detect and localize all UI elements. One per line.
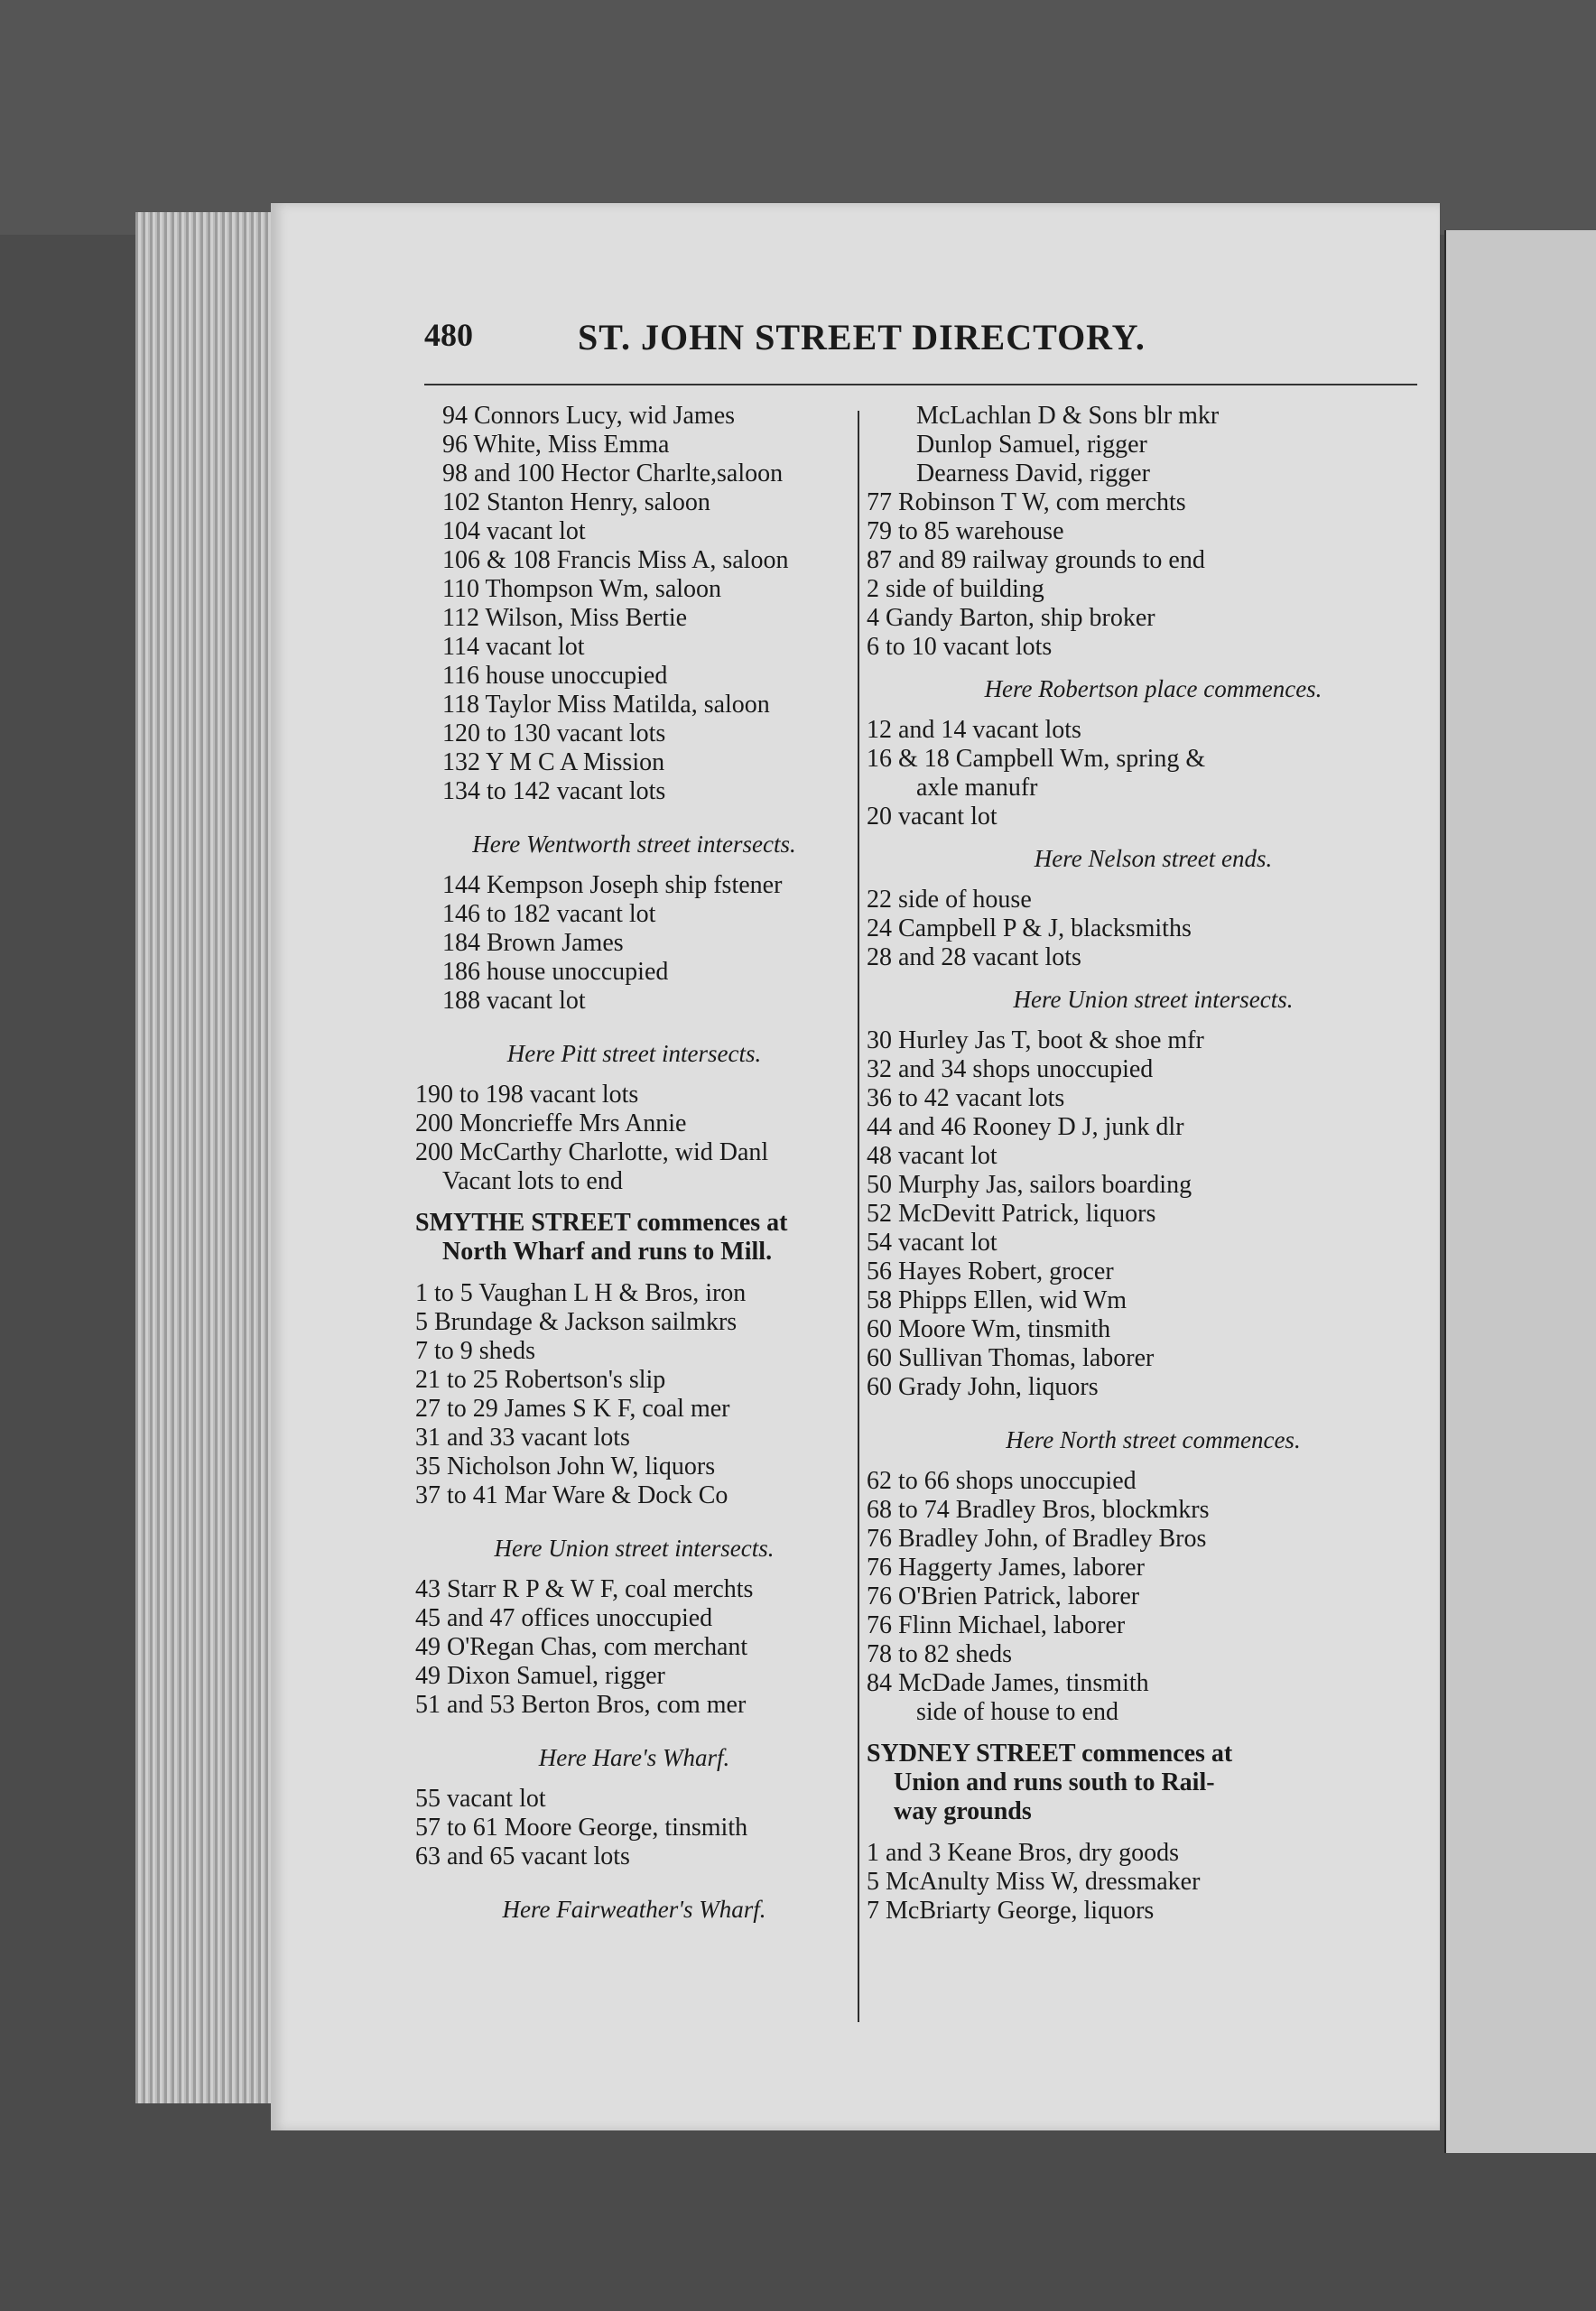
directory-entry: 24 Campbell P & J, blacksmiths xyxy=(867,914,1192,942)
entry-block xyxy=(867,886,1440,972)
directory-entry: 106 & 108 Francis Miss A, saloon xyxy=(442,546,789,574)
directory-entry: 50 Murphy Jas, sailors boarding xyxy=(867,1171,1192,1199)
directory-entry: 98 and 100 Hector Charlte,saloon xyxy=(442,459,784,487)
directory-entry: 116 house unoccupied xyxy=(442,662,668,690)
directory-entry: 49 O'Regan Chas, com merchant xyxy=(415,1633,748,1661)
directory-entry: axle manufr xyxy=(916,774,1038,802)
directory-entry: 4 Gandy Barton, ship broker xyxy=(867,604,1155,632)
directory-entry: 186 house unoccupied xyxy=(442,958,669,986)
directory-entry: 37 to 41 Mar Ware & Dock Co xyxy=(415,1481,728,1509)
directory-entry: 7 McBriarty George, liquors xyxy=(867,1897,1155,1925)
directory-entry: 104 vacant lot xyxy=(442,517,586,545)
directory-entry: 76 O'Brien Patrick, laborer xyxy=(867,1582,1140,1610)
directory-entry: 102 Stanton Henry, saloon xyxy=(442,488,710,516)
street-heading: Union and runs south to Rail- xyxy=(894,1768,1215,1796)
entry-block xyxy=(415,1081,853,1167)
entry-block xyxy=(415,402,853,806)
directory-entry: Dunlop Samuel, rigger xyxy=(916,431,1147,459)
running-title: ST. JOHN STREET DIRECTORY. xyxy=(578,317,1146,357)
directory-entry: 5 McAnulty Miss W, dressmaker xyxy=(867,1868,1201,1896)
directory-entry: 12 and 14 vacant lots xyxy=(867,716,1081,744)
directory-entry: 45 and 47 offices unoccupied xyxy=(415,1604,713,1632)
cross-street-note: Here North street commences. xyxy=(1006,1426,1301,1453)
directory-entry: 32 and 34 shops unoccupied xyxy=(867,1055,1154,1083)
directory-entry: 30 Hurley Jas T, boot & shoe mfr xyxy=(867,1026,1204,1054)
directory-entry: 49 Dixon Samuel, rigger xyxy=(415,1662,665,1690)
directory-entry: 21 to 25 Robertson's slip xyxy=(415,1366,666,1394)
directory-entry: 94 Connors Lucy, wid James xyxy=(442,402,736,430)
cross-street-note: Here Nelson street ends. xyxy=(1034,845,1273,872)
directory-entry: 6 to 10 vacant lots xyxy=(867,633,1053,661)
wharf-note: Here Fairweather's Wharf. xyxy=(502,1896,766,1923)
directory-entry: 118 Taylor Miss Matilda, saloon xyxy=(442,691,770,719)
directory-entry: side of house to end xyxy=(916,1698,1118,1726)
directory-entry: 184 Brown James xyxy=(442,929,624,957)
directory-entry: 110 Thompson Wm, saloon xyxy=(442,575,722,603)
directory-entry: 63 and 65 vacant lots xyxy=(415,1842,630,1870)
directory-entry: 36 to 42 vacant lots xyxy=(867,1084,1065,1112)
entry-block xyxy=(867,1026,1440,1402)
directory-entry: 5 Brundage & Jackson sailmkrs xyxy=(415,1308,738,1336)
directory-entry: 48 vacant lot xyxy=(867,1142,998,1170)
directory-entry: 60 Grady John, liquors xyxy=(867,1373,1099,1401)
directory-entry: 44 and 46 Rooney D J, junk dlr xyxy=(867,1113,1184,1141)
directory-entry: 60 Sullivan Thomas, laborer xyxy=(867,1344,1155,1372)
directory-entry: 78 to 82 sheds xyxy=(867,1640,1012,1668)
directory-entry: 54 vacant lot xyxy=(867,1229,998,1257)
cross-street-note: Here Union street intersects. xyxy=(1013,986,1294,1013)
directory-entry: Dearness David, rigger xyxy=(916,459,1150,487)
directory-entry: 76 Bradley John, of Bradley Bros xyxy=(867,1525,1207,1553)
cross-street-note: Here Wentworth street intersects. xyxy=(472,831,796,858)
directory-entry: 56 Hayes Robert, grocer xyxy=(867,1258,1114,1285)
directory-entry: 58 Phipps Ellen, wid Wm xyxy=(867,1286,1127,1314)
directory-entry: McLachlan D & Sons blr mkr xyxy=(916,402,1220,430)
street-heading: SYDNEY STREET commences at xyxy=(867,1740,1233,1768)
directory-entry: Vacant lots to end xyxy=(442,1167,623,1195)
directory-entry: 188 vacant lot xyxy=(442,987,586,1015)
directory-entry: 132 Y M C A Mission xyxy=(442,748,665,776)
directory-entry: 77 Robinson T W, com merchts xyxy=(867,488,1186,516)
scan-background xyxy=(0,0,1596,235)
directory-entry: 51 and 53 Berton Bros, com mer xyxy=(415,1691,747,1719)
right-column xyxy=(867,402,1440,1926)
facing-page-edge xyxy=(1444,230,1596,2153)
directory-entry: 27 to 29 James S K F, coal mer xyxy=(415,1395,730,1423)
left-column xyxy=(415,402,853,1924)
directory-page xyxy=(271,203,1440,2130)
entry-block xyxy=(867,803,1440,831)
entry-block xyxy=(867,1467,1440,1698)
entry-block xyxy=(415,1279,853,1510)
directory-entry: 1 and 3 Keane Bros, dry goods xyxy=(867,1839,1180,1867)
directory-entry: 76 Flinn Michael, laborer xyxy=(867,1611,1126,1639)
directory-entry: 112 Wilson, Miss Bertie xyxy=(442,604,688,632)
entry-block xyxy=(867,716,1440,774)
directory-entry: 114 vacant lot xyxy=(442,633,585,661)
directory-entry: 52 McDevitt Patrick, liquors xyxy=(867,1200,1156,1228)
directory-entry: 120 to 130 vacant lots xyxy=(442,719,666,747)
directory-entry: 200 McCarthy Charlotte, wid Danl xyxy=(415,1138,769,1166)
directory-entry: 87 and 89 railway grounds to end xyxy=(867,546,1205,574)
entry-block xyxy=(867,402,1440,488)
directory-entry: 7 to 9 sheds xyxy=(415,1337,535,1365)
directory-entry: 79 to 85 warehouse xyxy=(867,517,1064,545)
directory-entry: 76 Haggerty James, laborer xyxy=(867,1554,1145,1582)
directory-entry: 20 vacant lot xyxy=(867,803,998,831)
directory-entry: 31 and 33 vacant lots xyxy=(415,1424,630,1452)
header-rule xyxy=(424,384,1417,385)
directory-entry: 62 to 66 shops unoccupied xyxy=(867,1467,1137,1495)
entry-block xyxy=(867,1839,1440,1926)
directory-entry: 68 to 74 Bradley Bros, blockmkrs xyxy=(867,1496,1210,1524)
directory-entry: 200 Moncrieffe Mrs Annie xyxy=(415,1109,687,1137)
directory-entry: 144 Kempson Joseph ship fstener xyxy=(442,871,783,899)
directory-entry: 43 Starr R P & W F, coal merchts xyxy=(415,1575,754,1603)
cross-street-note: Here Union street intersects. xyxy=(494,1535,775,1562)
entry-block xyxy=(415,871,853,1016)
directory-entry: 57 to 61 Moore George, tinsmith xyxy=(415,1814,748,1842)
directory-entry: 84 McDade James, tinsmith xyxy=(867,1669,1149,1697)
directory-entry: 1 to 5 Vaughan L H & Bros, iron xyxy=(415,1279,747,1307)
street-heading: SMYTHE STREET commences at xyxy=(415,1209,788,1237)
directory-entry: 190 to 198 vacant lots xyxy=(415,1081,639,1109)
street-heading: North Wharf and runs to Mill. xyxy=(442,1238,773,1266)
directory-entry: 134 to 142 vacant lots xyxy=(442,777,666,805)
cross-street-note: Here Robertson place commences. xyxy=(984,675,1322,702)
wharf-note: Here Hare's Wharf. xyxy=(538,1744,730,1771)
page-number: 480 xyxy=(424,317,473,353)
cross-street-note: Here Pitt street intersects. xyxy=(506,1040,762,1067)
directory-entry: 35 Nicholson John W, liquors xyxy=(415,1452,716,1480)
directory-entry: 60 Moore Wm, tinsmith xyxy=(867,1315,1111,1343)
directory-entry: 16 & 18 Campbell Wm, spring & xyxy=(867,745,1206,773)
directory-entry: 96 White, Miss Emma xyxy=(442,431,670,459)
directory-entry: 2 side of building xyxy=(867,575,1044,603)
column-divider xyxy=(858,411,859,2022)
entry-block xyxy=(867,488,1440,662)
street-heading: way grounds xyxy=(894,1797,1032,1825)
directory-entry: 22 side of house xyxy=(867,886,1032,914)
page-header xyxy=(424,316,1417,379)
book-page-edges xyxy=(135,212,280,2103)
entry-block xyxy=(415,1785,853,1871)
directory-entry: 146 to 182 vacant lot xyxy=(442,900,656,928)
directory-entry: 28 and 28 vacant lots xyxy=(867,943,1081,971)
directory-entry: 55 vacant lot xyxy=(415,1785,546,1813)
entry-block xyxy=(415,1575,853,1720)
